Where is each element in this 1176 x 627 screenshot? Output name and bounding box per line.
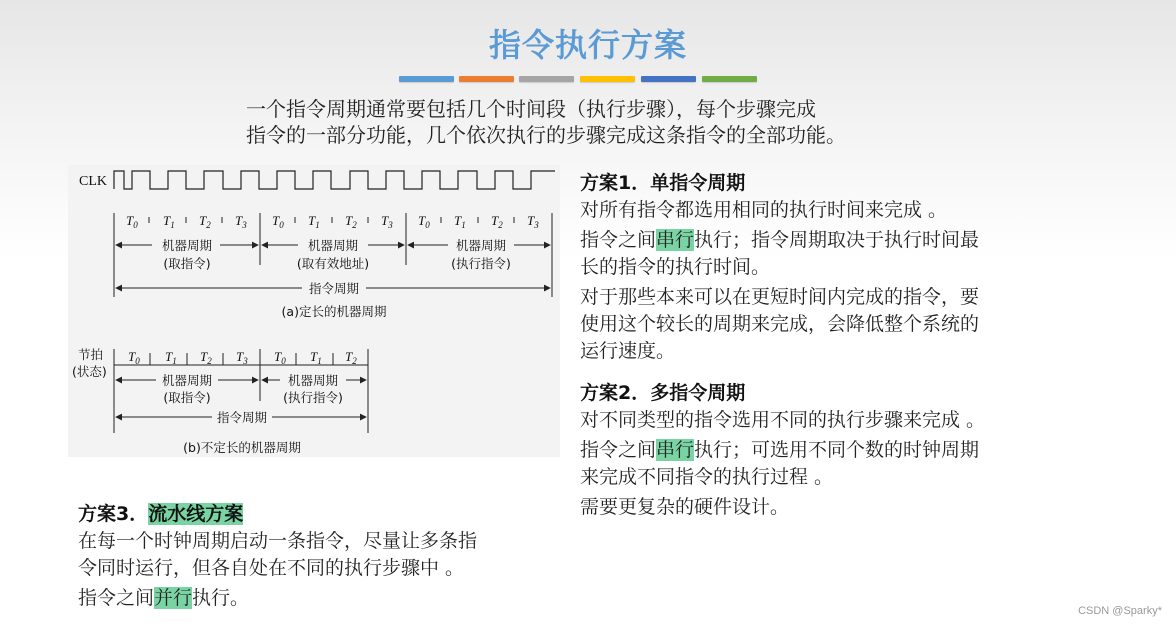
instruction-cycle-label: 指令周期 [308,281,360,296]
serial-highlight: 串行 [656,439,695,461]
color-bar [459,76,514,82]
plan2-title: 方案2．多指令周期 [580,382,746,404]
tick-label: $T_0$ [128,349,140,366]
plan1-text: 长的指令的执行时间。 [580,256,771,278]
intro-line: 一个指令周期通常要包括几个时间段（执行步骤），每个步骤完成 [246,97,816,121]
diagram-b-caption: (b)不定长的机器周期 [183,440,301,455]
plan2-block [580,380,1060,520]
plan3-title: 方案3．流水线方案 [78,503,244,525]
tick-label: $T_3$ [235,213,247,230]
plan1-title: 方案1．单指令周期 [580,172,746,194]
cycle-sub-label: (执行指令) [283,390,343,405]
intro-line: 指令的一部分功能，几个依次执行的步骤完成这条指令的全部功能。 [246,123,846,147]
tick-label: $T_1$ [165,349,177,366]
cycle-sub-label: (取有效地址) [296,256,370,271]
color-bar [641,76,696,82]
tick-label: $T_2$ [200,349,212,366]
beat-label: 节拍 [78,347,104,362]
tick-label: $T_0$ [418,213,430,230]
plan3-block [78,501,558,611]
color-bar [519,76,574,82]
watermark: CSDN @Sparky* [1078,605,1162,617]
diagram-a-caption: (a)定长的机器周期 [281,304,387,319]
tick-label: $T_3$ [381,213,393,230]
serial-highlight: 串行 [656,229,695,251]
diagram-b-ticks [128,349,357,366]
tick-label: $T_1$ [454,213,466,230]
clk-waveform [114,171,555,189]
tick-label: $T_1$ [310,349,322,366]
tick-label: $T_3$ [236,349,248,366]
plan1-block [580,170,1060,364]
plan2-text: 指令之间串行执行；可选用不同个数的时钟周期 [580,439,980,461]
tick-label: $T_0$ [272,213,284,230]
cycle-sub-label: (执行指令) [451,256,511,271]
diagram-a-ticks [126,213,539,230]
plan2-text: 对不同类型的指令选用不同的执行步骤来完成 。 [580,409,986,431]
plan1-text: 对于那些本来可以在更短时间内完成的指令，要 [580,286,980,308]
color-bars [399,76,759,82]
intro-paragraph [246,96,966,148]
cycle-sub-label: (取指令) [163,256,211,271]
tick-label: $T_1$ [163,213,175,230]
color-bar [399,76,454,82]
plan1-text: 运行速度。 [580,340,676,362]
tick-label: $T_2$ [345,213,357,230]
tick-label: $T_2$ [491,213,503,230]
cycle-label: 机器周期 [307,238,359,253]
plan1-text: 使用这个较长的周期来完成，会降低整个系统的 [580,313,980,335]
machine-cycle-diagram [68,165,560,457]
plan1-text: 对所有指令都选用相同的执行时间来完成 。 [580,199,948,221]
color-bar [702,76,757,82]
instruction-cycle-label: 指令周期 [216,410,268,425]
color-bar [580,76,635,82]
clk-label: CLK [79,174,107,189]
page-title: 指令执行方案 [488,26,687,64]
tick-label: $T_0$ [274,349,286,366]
cycle-label: 机器周期 [161,238,213,253]
tick-label: $T_0$ [126,213,138,230]
plan3-text: 在每一个时钟周期启动一条指令，尽量让多条指 [78,530,478,552]
tick-label: $T_1$ [308,213,320,230]
tick-label: $T_2$ [199,213,211,230]
tick-label: $T_2$ [345,349,357,366]
cycle-sub-label: (取指令) [163,390,211,405]
pipeline-highlight: 流水线方案 [148,503,244,525]
plans-column [580,170,1060,536]
tick-label: $T_3$ [527,213,539,230]
parallel-highlight: 并行 [154,587,193,609]
cycle-label: 机器周期 [287,373,339,388]
state-label: (状态) [72,364,107,379]
plan1-text: 指令之间串行执行；指令周期取决于执行时间最 [580,229,980,251]
plan3-text: 令同时运行，但各自处在不同的执行步骤中 。 [78,557,465,579]
plan2-text: 来完成不同指令的执行过程 。 [580,466,834,488]
cycle-label: 机器周期 [455,238,507,253]
cycle-label: 机器周期 [161,373,213,388]
plan2-text: 需要更复杂的硬件设计。 [580,496,790,518]
plan3-text: 指令之间并行执行。 [78,587,250,609]
